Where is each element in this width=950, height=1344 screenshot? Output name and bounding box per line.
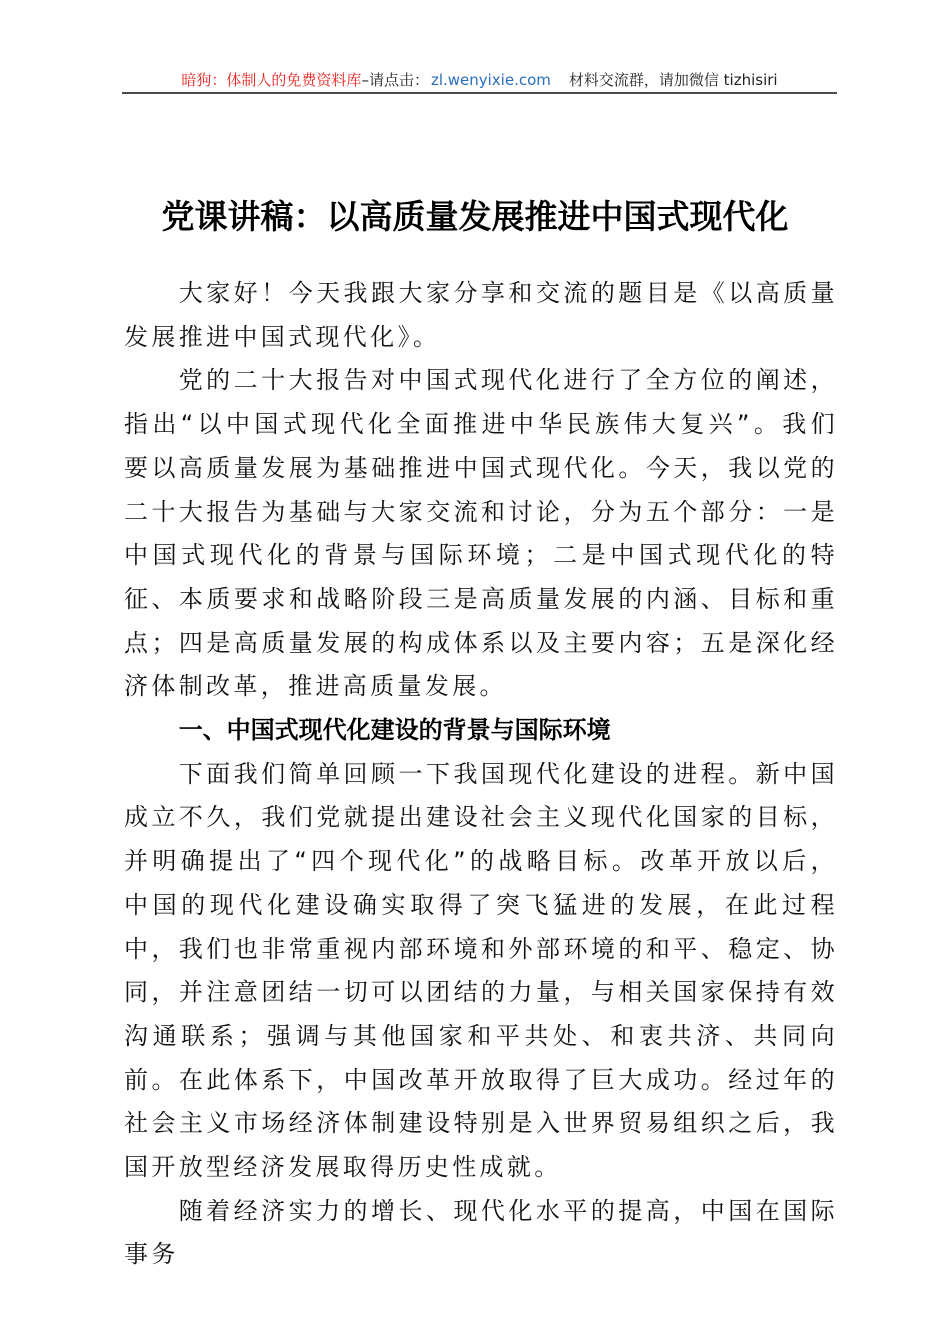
click-prompt: –请点击： <box>361 71 429 89</box>
paragraph-history: 下面我们简单回顾一下我国现代化建设的进程。新中国成立不久，我们党就提出建设社会主义现代化国家的目标，并明确提出了“四个现代化”的战略目标。改革开放以后，中国的现代化建设确实取得了突飞猛进的发展，在此过程中，我们也非常重视内部环境和外部环境的和平、稳定、协同，并注意团结一切可以团结的力量，与相关国家保持有效沟通联系；强调与其他国家和平共处、和衷共济、共同向前。在此体系下，中国改革开放取得了巨大成功。经过年的社会主义市场经济体制建设特别是入世界贸易组织之后，我国开放型经济发展取得历史性成就。 <box>124 759 838 1182</box>
wechat-group-text: 材料交流群，请加微信 tizhisiri <box>568 71 778 89</box>
paragraph-international: 随着经济实力的增长、现代化水平的提高，中国在国际事务 <box>124 1196 838 1269</box>
paragraph-greeting: 大家好！今天我跟大家分享和交流的题目是《以高质量发展推进中国式现代化》。 <box>124 279 838 351</box>
header-divider <box>122 92 837 94</box>
document-title: 党课讲稿：以高质量发展推进中国式现代化 <box>161 197 789 237</box>
document-body <box>124 272 838 1277</box>
paragraph-overview: 党的二十大报告对中国式现代化进行了全方位的阐述，指出“以中国式现代化全面推进中华民族伟大复兴”。我们要以高质量发展为基础推进中国式现代化。今天，我以党的二十大报告为基础与大家交流和讨论，分为五个部分：一是中国式现代化的背景与国际环境；二是中国式现代化的特征、本质要求和战略阶段三是高质量发展的内涵、目标和重点；四是高质量发展的构成体系以及主要内容；五是深化经济体制改革，推进高质量发展。 <box>124 366 838 701</box>
website-link[interactable]: zl.wenyixie.com <box>430 71 551 89</box>
promo-text: 暗狗：体制人的免费资料库 <box>181 71 362 89</box>
page-header-banner <box>122 68 837 92</box>
section-heading-1: 一、中国式现代化建设的背景与国际环境 <box>178 716 611 745</box>
